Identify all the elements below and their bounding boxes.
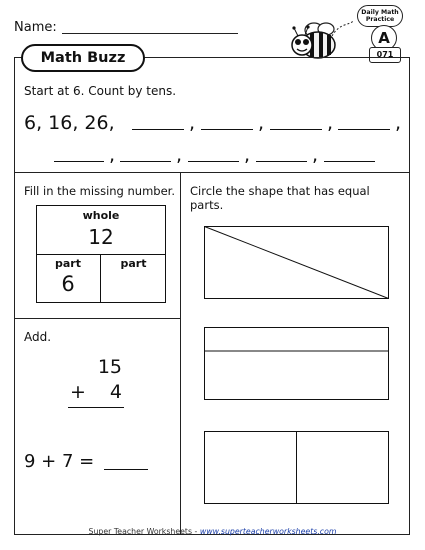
comma: , [395, 112, 402, 134]
divider [14, 318, 181, 319]
missing-number-instruction: Fill in the missing number. [24, 184, 175, 198]
part-label: part [55, 257, 81, 270]
whole-value: 12 [88, 225, 114, 249]
footer-text: Super Teacher Worksheets - [88, 527, 200, 536]
answer-blank[interactable] [104, 469, 148, 470]
comma: , [312, 144, 319, 166]
sum-line [68, 407, 124, 408]
divider [180, 172, 181, 534]
comma: , [327, 112, 334, 134]
worksheet-title: Math Buzz [21, 44, 145, 72]
answer-blank[interactable] [256, 161, 307, 162]
footer [0, 527, 425, 536]
divider [14, 172, 410, 173]
plus-sign: + [70, 381, 86, 403]
answer-blank[interactable] [132, 129, 184, 130]
comma: , [244, 144, 251, 166]
divider [36, 254, 166, 255]
part-label: part [120, 257, 147, 270]
answer-blank[interactable] [270, 129, 322, 130]
equation: 9 + 7 = [24, 451, 95, 472]
count-instruction: Start at 6. Count by tens. [24, 84, 177, 98]
name-input-line[interactable] [62, 33, 238, 34]
comma: , [258, 112, 265, 134]
part-value: 6 [61, 272, 75, 296]
comma: , [176, 144, 183, 166]
answer-blank[interactable] [188, 161, 239, 162]
answer-blank[interactable] [54, 161, 104, 162]
answer-blank[interactable] [338, 129, 390, 130]
shapes-instruction: Circle the shape that has equal parts. [190, 184, 370, 212]
add-instruction: Add. [24, 330, 52, 344]
equal-halves-rectangle[interactable] [204, 431, 390, 505]
missing-part-input[interactable] [101, 270, 165, 300]
answer-blank[interactable] [120, 161, 171, 162]
answer-blank[interactable] [324, 161, 375, 162]
comma: , [189, 112, 196, 134]
unequal-split-rectangle[interactable] [204, 327, 390, 401]
answer-blank[interactable] [201, 129, 253, 130]
level-badge: A [371, 25, 397, 51]
number-sequence: 6, 16, 26, [24, 112, 115, 134]
addend-top: 15 [97, 356, 122, 378]
daily-math-badge: Daily Math Practice [357, 5, 403, 27]
addend-bottom: 4 [109, 381, 122, 403]
whole-label: whole [82, 209, 120, 222]
name-label: Name: [14, 20, 57, 35]
sum-answer-field[interactable] [70, 410, 124, 434]
comma: , [109, 144, 116, 166]
worksheet-number: 071 [369, 47, 401, 63]
triangle-split-rectangle[interactable] [204, 226, 390, 300]
footer-link[interactable]: www.superteacherworksheets.com [199, 527, 337, 536]
